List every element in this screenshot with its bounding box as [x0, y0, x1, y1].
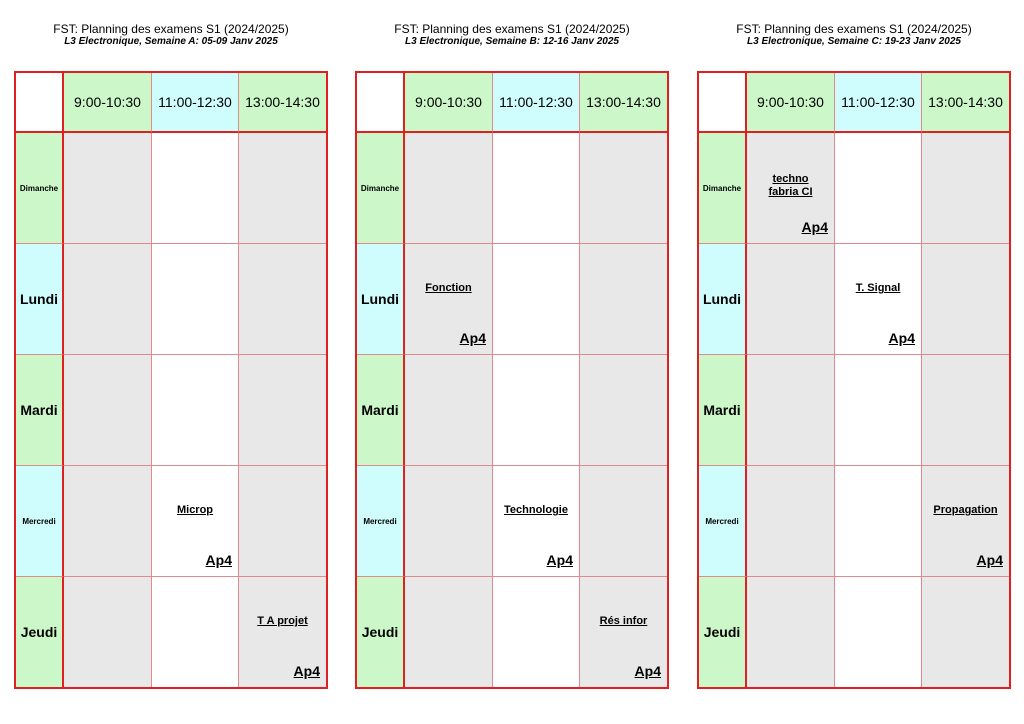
day-label: Jeudi: [699, 577, 747, 687]
schedule-cell: [493, 466, 580, 577]
time-slot-header: 13:00-14:30: [922, 73, 1009, 133]
schedule-cell: [747, 466, 835, 577]
exam-room: Ap4: [888, 330, 915, 346]
schedule-cell: [747, 244, 835, 355]
schedule-cell: [405, 244, 493, 355]
schedule-cell: [580, 577, 667, 687]
exam-subject: T A projet: [257, 615, 308, 627]
schedule-cell: [64, 355, 152, 466]
schedule-cell: [747, 577, 835, 687]
day-label: Mercredi: [16, 466, 64, 577]
time-slot-header: 9:00-10:30: [64, 73, 152, 133]
schedule-title: FST: Planning des examens S1 (2024/2025): [736, 22, 972, 36]
exam-room: Ap4: [205, 552, 232, 568]
schedule-cell: [239, 355, 326, 466]
day-label: Mercredi: [699, 466, 747, 577]
time-slot-header: 13:00-14:30: [580, 73, 667, 133]
schedule-cell: [580, 244, 667, 355]
exam-room: Ap4: [634, 663, 661, 679]
exam-room: Ap4: [293, 663, 320, 679]
week-panel: [697, 0, 1011, 724]
exam-subject: T. Signal: [855, 282, 901, 294]
time-slot-header: 11:00-12:30: [835, 73, 922, 133]
grid-corner: [699, 73, 747, 133]
schedule-grid: [14, 71, 328, 689]
schedule-cell: [405, 577, 493, 687]
day-label: Dimanche: [357, 133, 405, 244]
schedule-cell: [922, 133, 1009, 244]
schedule-cell: [152, 355, 239, 466]
schedule-subtitle: L3 Electronique, Semaine C: 19-23 Janv 2025: [747, 36, 961, 47]
day-label: Lundi: [699, 244, 747, 355]
schedule-cell: [835, 577, 922, 687]
schedule-cell: [747, 355, 835, 466]
exam-room: Ap4: [546, 552, 573, 568]
schedule-cell: [835, 244, 922, 355]
schedule-grid: [697, 71, 1011, 689]
exam-subject: techno fabria CI: [768, 173, 813, 198]
day-label: Mercredi: [357, 466, 405, 577]
day-label: Mardi: [357, 355, 405, 466]
schedule-cell: [493, 133, 580, 244]
schedule-cell: [64, 466, 152, 577]
schedule-cell: [405, 466, 493, 577]
day-label: Jeudi: [16, 577, 64, 687]
time-slot-header: 11:00-12:30: [493, 73, 580, 133]
schedule-cell: [152, 466, 239, 577]
grid-corner: [357, 73, 405, 133]
exam-room: Ap4: [801, 219, 828, 235]
schedule-title: FST: Planning des examens S1 (2024/2025): [394, 22, 630, 36]
schedule-cell: [493, 355, 580, 466]
schedule-cell: [580, 355, 667, 466]
week-panel: [355, 0, 669, 724]
schedule-cell: [835, 466, 922, 577]
schedule-cell: [580, 133, 667, 244]
time-slot-header: 9:00-10:30: [747, 73, 835, 133]
schedule-cell: [64, 244, 152, 355]
time-slot-header: 11:00-12:30: [152, 73, 239, 133]
schedule-subtitle: L3 Electronique, Semaine A: 05-09 Janv 2025: [64, 36, 278, 47]
exam-subject: Technologie: [504, 504, 568, 516]
day-label: Mardi: [16, 355, 64, 466]
schedule-cell: [493, 244, 580, 355]
schedule-cell: [405, 355, 493, 466]
schedule-cell: [152, 244, 239, 355]
schedule-cell: [580, 466, 667, 577]
time-slot-header: 13:00-14:30: [239, 73, 326, 133]
schedule-cell: [922, 466, 1009, 577]
day-label: Dimanche: [16, 133, 64, 244]
schedule-cell: [64, 577, 152, 687]
exam-room: Ap4: [459, 330, 486, 346]
schedule-cell: [835, 133, 922, 244]
schedule-cell: [239, 133, 326, 244]
schedule-cell: [239, 244, 326, 355]
exam-room: Ap4: [976, 552, 1003, 568]
schedule-cell: [835, 355, 922, 466]
schedule-cell: [922, 577, 1009, 687]
schedule-cell: [922, 244, 1009, 355]
schedule-cell: [493, 577, 580, 687]
week-panel: [14, 0, 328, 724]
schedule-cell: [239, 466, 326, 577]
day-label: Lundi: [357, 244, 405, 355]
day-label: Lundi: [16, 244, 64, 355]
schedule-cell: [747, 133, 835, 244]
schedule-cell: [152, 577, 239, 687]
time-slot-header: 9:00-10:30: [405, 73, 493, 133]
day-label: Jeudi: [357, 577, 405, 687]
day-label: Dimanche: [699, 133, 747, 244]
schedule-cell: [922, 355, 1009, 466]
schedule-cell: [405, 133, 493, 244]
day-label: Mardi: [699, 355, 747, 466]
schedule-cell: [239, 577, 326, 687]
grid-corner: [16, 73, 64, 133]
exam-subject: Propagation: [933, 504, 998, 516]
exam-subject: Microp: [176, 504, 214, 516]
schedule-grid: [355, 71, 669, 689]
exam-subject: Rés infor: [599, 615, 648, 627]
schedule-title: FST: Planning des examens S1 (2024/2025): [53, 22, 289, 36]
schedule-cell: [64, 133, 152, 244]
schedule-subtitle: L3 Electronique, Semaine B: 12-16 Janv 2025: [405, 36, 619, 47]
exam-subject: Fonction: [425, 282, 472, 294]
schedule-cell: [152, 133, 239, 244]
